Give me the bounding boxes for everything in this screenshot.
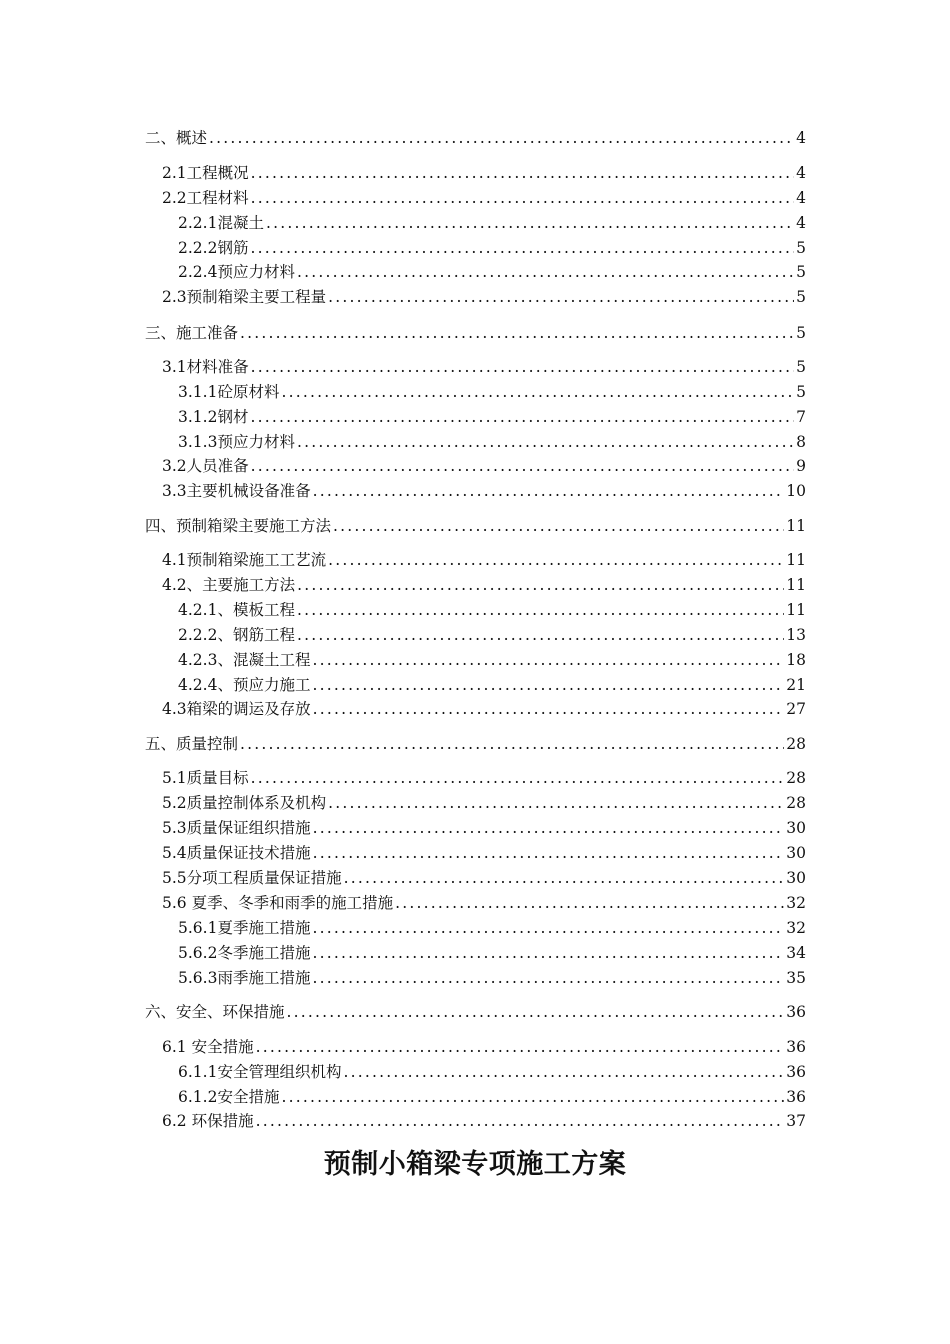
toc-entry-title: 5.6.3雨季施工措施 (178, 969, 311, 987)
toc-leader-dots (312, 650, 784, 670)
toc-leader-dots (256, 1111, 785, 1131)
toc-entry-title: 3.3主要机械设备准备 (162, 482, 311, 500)
toc-entry-page: 5 (796, 263, 806, 281)
toc-entry-title: 4.1预制箱梁施工工艺流 (162, 551, 327, 569)
toc-entry-page: 8 (796, 433, 806, 451)
toc-leader-dots (250, 238, 794, 258)
toc-entry[interactable] (162, 550, 806, 570)
toc-entry[interactable] (162, 163, 806, 183)
toc-entry[interactable] (162, 1037, 806, 1057)
toc-leader-dots (343, 1062, 784, 1082)
toc-leader-dots (209, 128, 794, 148)
toc-entry-page: 36 (786, 1088, 806, 1106)
toc-entry[interactable] (178, 382, 806, 402)
toc-entry-title: 6.1.2安全措施 (178, 1088, 280, 1106)
toc-leader-dots (297, 600, 784, 620)
toc-entry-page: 28 (786, 794, 806, 812)
document-title: 预制小箱梁专项施工方案 (323, 1149, 627, 1180)
toc-leader-dots (251, 188, 794, 208)
toc-entry-page: 4 (796, 189, 806, 207)
toc-leader-dots (266, 213, 794, 233)
toc-entry[interactable] (145, 516, 806, 536)
toc-leader-dots (251, 456, 794, 476)
toc-leader-dots (251, 357, 794, 377)
toc-leader-dots (312, 918, 784, 938)
toc-entry-title: 五、质量控制 (145, 735, 239, 753)
toc-entry-page: 7 (796, 408, 806, 426)
toc-entry-page: 5 (796, 324, 806, 342)
toc-leader-dots (313, 818, 785, 838)
toc-entry[interactable] (145, 323, 806, 343)
toc-leader-dots (287, 1002, 785, 1022)
toc-entry[interactable] (178, 943, 806, 963)
toc-leader-dots (395, 893, 784, 913)
toc-entry-title: 2.3预制箱梁主要工程量 (162, 288, 327, 306)
toc-leader-dots (240, 323, 794, 343)
toc-entry-title: 5.6.1夏季施工措施 (178, 919, 311, 937)
toc-entry-page: 4 (796, 214, 806, 232)
toc-leader-dots (250, 407, 794, 427)
toc-entry-title: 3.1材料准备 (162, 358, 249, 376)
toc-entry[interactable] (178, 407, 806, 427)
toc-entry-title: 4.3箱梁的调运及存放 (162, 700, 311, 718)
toc-entry-page: 5 (796, 239, 806, 257)
toc-entry-title: 3.1.1砼原材料 (178, 383, 280, 401)
toc-leader-dots (328, 793, 784, 813)
toc-leader-dots (297, 575, 784, 595)
toc-entry-title: 4.2.3、混凝土工程 (178, 651, 311, 669)
toc-entry-page: 5 (796, 358, 806, 376)
toc-entry-title: 三、施工准备 (145, 324, 239, 342)
toc-entry-title: 4.2、主要施工方法 (162, 576, 296, 594)
toc-entry[interactable] (162, 456, 806, 476)
toc-entry-title: 5.2质量控制体系及机构 (162, 794, 327, 812)
toc-entry-title: 3.1.3预应力材料 (178, 433, 295, 451)
toc-entry-title: 5.4质量保证技术措施 (162, 844, 311, 862)
toc-entry-title: 3.1.2钢材 (178, 408, 249, 426)
toc-entry-title: 四、预制箱梁主要施工方法 (145, 517, 332, 535)
toc-entry[interactable] (178, 600, 806, 620)
toc-entry-page: 35 (786, 969, 806, 987)
toc-entry[interactable] (178, 1087, 806, 1107)
toc-entry-page: 11 (786, 576, 806, 594)
toc-entry-title: 六、安全、环保措施 (145, 1003, 285, 1021)
toc-entry[interactable] (145, 1002, 806, 1022)
toc-leader-dots (251, 163, 794, 183)
toc-entry[interactable] (162, 357, 806, 377)
toc-entry[interactable] (178, 1062, 806, 1082)
toc-entry[interactable] (162, 287, 806, 307)
toc-entry-page: 10 (786, 482, 806, 500)
toc-entry-page: 9 (796, 457, 806, 475)
toc-entry-page: 37 (786, 1112, 806, 1130)
toc-entry[interactable] (162, 868, 806, 888)
toc-entry[interactable] (162, 1111, 806, 1131)
toc-entry[interactable] (178, 432, 806, 452)
toc-entry[interactable] (162, 818, 806, 838)
toc-entry-page: 36 (786, 1063, 806, 1081)
toc-entry-page: 32 (786, 919, 806, 937)
toc-entry-title: 6.1.1安全管理组织机构 (178, 1063, 342, 1081)
toc-entry-title: 3.2人员准备 (162, 457, 249, 475)
toc-entry-title: 2.2.1混凝土 (178, 214, 264, 232)
toc-entry-title: 5.6.2冬季施工措施 (178, 944, 311, 962)
toc-entry-title: 4.2.4、预应力施工 (178, 676, 311, 694)
toc-leader-dots (281, 1087, 784, 1107)
toc-entry-page: 18 (786, 651, 806, 669)
toc-entry-page: 5 (796, 288, 806, 306)
toc-entry-page: 11 (786, 601, 806, 619)
toc-leader-dots (281, 382, 794, 402)
toc-leader-dots (297, 625, 784, 645)
toc-leader-dots (333, 516, 784, 536)
toc-entry-page: 27 (786, 700, 806, 718)
toc-entry-page: 30 (786, 844, 806, 862)
toc-leader-dots (312, 968, 784, 988)
toc-entry-page: 13 (786, 626, 806, 644)
toc-entry[interactable] (162, 188, 806, 208)
toc-entry-page: 34 (786, 944, 806, 962)
toc-leader-dots (256, 1037, 785, 1057)
toc-entry-title: 6.1 安全措施 (162, 1038, 254, 1056)
toc-entry-page: 36 (786, 1038, 806, 1056)
toc-entry-page: 32 (786, 894, 806, 912)
toc-entry-title: 5.5分项工程质量保证措施 (162, 869, 342, 887)
toc-entry[interactable] (178, 213, 806, 233)
toc-entry-page: 11 (786, 517, 806, 535)
toc-leader-dots (297, 262, 794, 282)
toc-leader-dots (328, 550, 784, 570)
toc-entry[interactable] (178, 625, 806, 645)
toc-leader-dots (240, 734, 784, 754)
toc-entry[interactable] (178, 238, 806, 258)
toc-entry-title: 2.2工程材料 (162, 189, 249, 207)
toc-entry-title: 2.2.2钢筋 (178, 239, 249, 257)
toc-entry-title: 2.2.2、钢筋工程 (178, 626, 295, 644)
toc-entry[interactable] (145, 128, 806, 148)
toc-entry-page: 4 (796, 164, 806, 182)
toc-entry-title: 2.2.4预应力材料 (178, 263, 295, 281)
toc-entry-title: 4.2.1、模板工程 (178, 601, 295, 619)
toc-entry[interactable] (162, 481, 806, 501)
toc-entry-page: 36 (786, 1003, 806, 1021)
toc-entry-title: 2.1工程概况 (162, 164, 249, 182)
toc-entry-title: 5.3质量保证组织措施 (162, 819, 311, 837)
toc-entry-title: 5.6 夏季、冬季和雨季的施工措施 (162, 894, 394, 912)
toc-entry-title: 二、概述 (145, 129, 208, 147)
toc-entry[interactable] (178, 675, 806, 695)
toc-leader-dots (328, 287, 794, 307)
toc-entry-page: 28 (786, 769, 806, 787)
toc-entry[interactable] (162, 843, 806, 863)
toc-entry-title: 6.2 环保措施 (162, 1112, 254, 1130)
toc-entry-page: 28 (786, 735, 806, 753)
toc-entry-title: 5.1质量目标 (162, 769, 249, 787)
toc-entry-page: 21 (786, 676, 806, 694)
toc-leader-dots (312, 943, 784, 963)
toc-leader-dots (344, 868, 785, 888)
toc-entry[interactable] (178, 918, 806, 938)
toc-entry[interactable] (162, 793, 806, 813)
toc-entry-page: 11 (786, 551, 806, 569)
toc-entry[interactable] (178, 968, 806, 988)
toc-leader-dots (313, 843, 785, 863)
toc-leader-dots (251, 768, 785, 788)
toc-entry-page: 4 (796, 129, 806, 147)
toc-leader-dots (312, 675, 784, 695)
toc-entry-page: 30 (786, 869, 806, 887)
toc-entry[interactable] (178, 262, 806, 282)
toc-leader-dots (313, 481, 785, 501)
toc-entry-page: 30 (786, 819, 806, 837)
toc-entry[interactable] (178, 650, 806, 670)
toc-entry[interactable] (162, 575, 806, 595)
toc-entry-page: 5 (796, 383, 806, 401)
toc-entry[interactable] (162, 768, 806, 788)
toc-entry[interactable] (145, 734, 806, 754)
toc-leader-dots (297, 432, 794, 452)
toc-leader-dots (313, 699, 785, 719)
toc-entry[interactable] (162, 893, 806, 913)
toc-entry[interactable] (162, 699, 806, 719)
